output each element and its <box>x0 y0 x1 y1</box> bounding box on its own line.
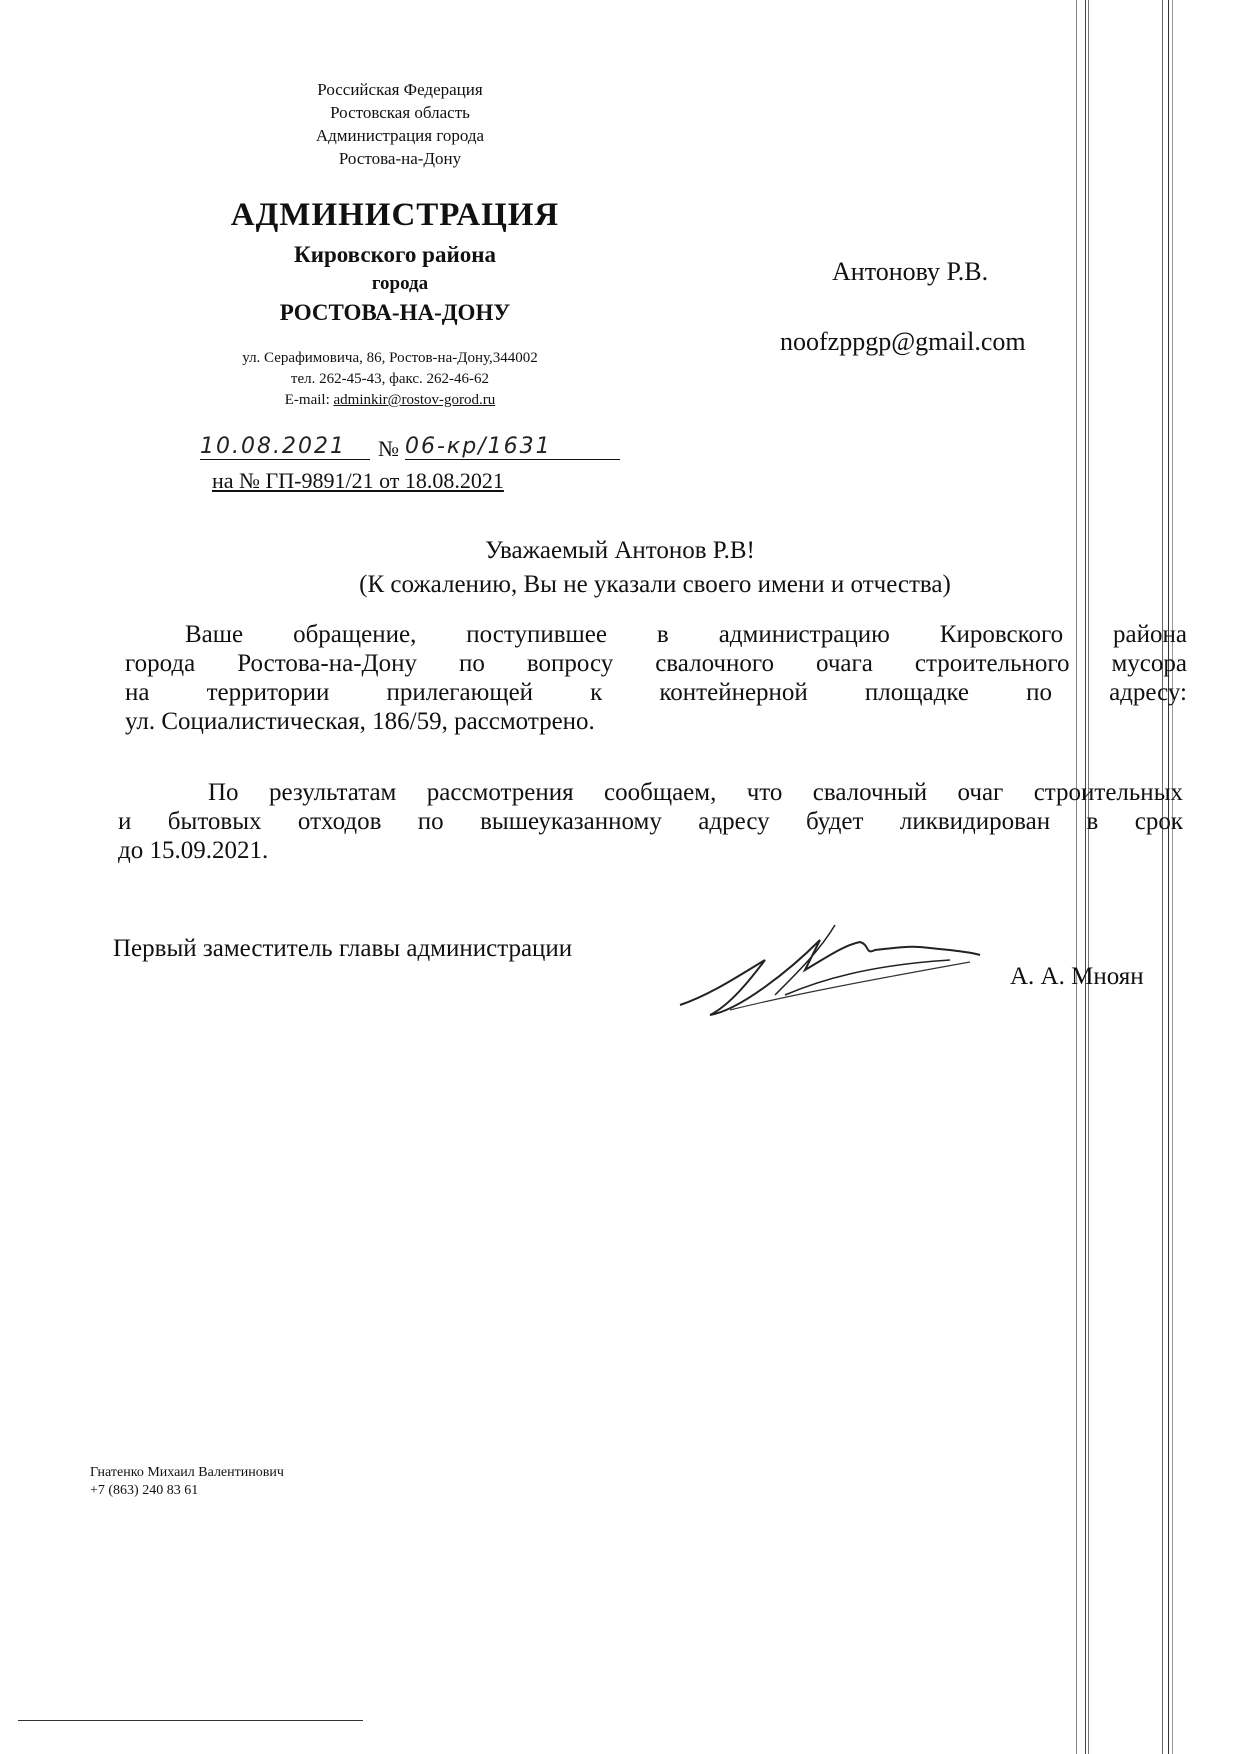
body-paragraph-2 <box>118 778 1183 865</box>
body-line: ул. Социалистическая, 186/59, рассмотрено. <box>125 708 595 735</box>
letterhead-line: Администрация города <box>315 126 485 145</box>
letterhead-contacts <box>180 348 600 411</box>
body-line: Ваше обращение, поступившее в администрацию Кировского района <box>185 621 1187 648</box>
body-line: По результатам рассмотрения сообщаем, что свалочный очаг строительных <box>208 779 1183 806</box>
letterhead-address: ул. Серафимовича, 86, Ростов-на-Дону,344002 <box>242 350 538 366</box>
registration-number-label: № <box>378 436 399 461</box>
letterhead-email-link[interactable]: adminkir@rostov-gorod.ru <box>333 392 496 408</box>
body-paragraph-1 <box>125 620 1187 736</box>
letterhead-lines <box>250 78 550 170</box>
letterhead-line: Российская Федерация <box>317 80 483 99</box>
recipient-name: Антонову Р.В. <box>832 257 989 286</box>
letterhead-title: АДМИНИСТРАЦИЯ <box>230 197 560 233</box>
body-line: на территории прилегающей к контейнерной площадке по адресу: <box>125 679 1187 706</box>
registration-number: 06-кр/1631 <box>405 434 620 460</box>
letterhead-line: Ростова-на-Дону <box>338 149 462 168</box>
greeting-line-2: (К сожалению, Вы не указали своего имени и отчества) <box>359 571 951 598</box>
letterhead-district: Кировского района <box>294 242 496 267</box>
recipient-email: noofzppgp@gmail.com <box>780 327 1026 356</box>
body-line: и бытовых отходов по вышеуказанному адресу будет ликвидирован в срок <box>118 808 1183 835</box>
email-label: E-mail: <box>284 392 330 408</box>
greeting-line-1: Уважаемый Антонов Р.В! <box>485 537 755 564</box>
bottom-rule <box>18 1720 363 1721</box>
signatory-position: Первый заместитель главы администрации <box>113 935 573 962</box>
executor-block <box>90 1464 284 1500</box>
scan-line <box>1076 0 1077 1754</box>
executor-phone: +7 (863) 240 83 61 <box>90 1483 199 1498</box>
letterhead-city: РОСТОВА-НА-ДОНУ <box>279 300 511 325</box>
reply-to-line: на № ГП-9891/21 от 18.08.2021 <box>212 468 504 493</box>
scan-line <box>1168 0 1169 1754</box>
scan-line <box>1162 0 1163 1754</box>
letterhead-line: Ростовская область <box>330 103 470 122</box>
registration-date: 10.08.2021 <box>200 434 370 460</box>
scan-line <box>1088 0 1089 1754</box>
body-line: города Ростова-на-Дону по вопросу свалочного очага строительного мусора <box>125 650 1187 677</box>
signatory-name: А. А. Мноян <box>1010 963 1144 990</box>
executor-name: Гнатенко Михаил Валентинович <box>90 1465 284 1480</box>
handwritten-signature <box>670 900 990 1040</box>
letterhead-city-word: города <box>371 273 429 294</box>
registration-row <box>200 434 630 464</box>
letterhead-email-row <box>180 390 600 411</box>
letterhead-phones: тел. 262-45-43, факс. 262-46-62 <box>290 371 490 387</box>
scan-line <box>1172 0 1173 1754</box>
scan-line <box>1085 0 1086 1754</box>
body-line: до 15.09.2021. <box>118 837 269 864</box>
